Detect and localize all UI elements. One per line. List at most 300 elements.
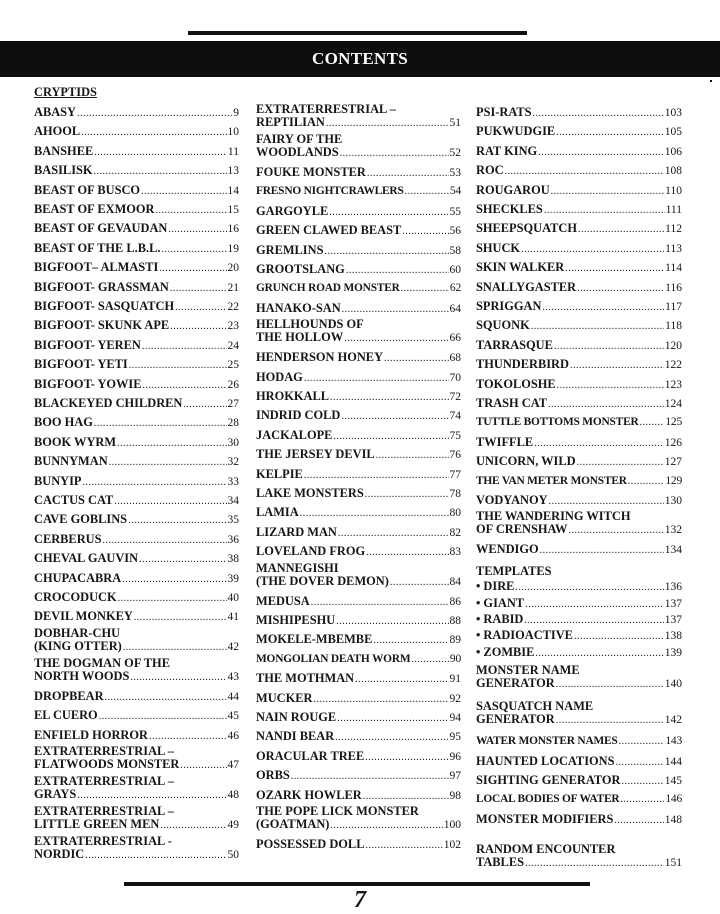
toc-entry — [256, 633, 461, 647]
toc-entry — [34, 203, 239, 217]
entry-page-number: 89 — [449, 634, 461, 647]
dot-leader — [411, 653, 448, 666]
dot-leader — [524, 614, 663, 627]
dot-leader — [338, 527, 449, 540]
dot-leader — [565, 262, 664, 275]
entry-page-number: 47 — [227, 759, 239, 771]
toc-entry — [34, 436, 239, 450]
entry-title: TWIFFLE — [476, 434, 534, 449]
toc-entry — [34, 552, 239, 566]
dot-leader — [128, 514, 226, 527]
dot-leader — [577, 282, 664, 295]
dot-leader — [549, 495, 664, 508]
entry-page-number: 20 — [227, 262, 239, 275]
toc-entry — [476, 339, 682, 353]
entry-page-number: 100 — [443, 819, 461, 831]
entry-page-number: 43 — [227, 670, 239, 683]
toc-entry — [34, 242, 239, 256]
dot-leader — [134, 611, 227, 624]
entry-page-number: 120 — [664, 339, 682, 352]
entry-page-number: 68 — [449, 352, 461, 365]
dot-leader — [326, 117, 449, 130]
entry-page-number: 117 — [665, 301, 682, 313]
dot-leader — [160, 819, 226, 832]
entry-title: GENERATOR — [476, 712, 555, 727]
entry-page-number: 53 — [449, 167, 461, 179]
dot-leader — [535, 647, 663, 660]
entry-title: VODYANOY — [476, 493, 548, 507]
entry-title: BUNNYMAN — [34, 454, 108, 469]
dot-leader — [161, 243, 226, 256]
dot-leader — [390, 576, 449, 589]
toc-entry — [476, 319, 682, 333]
entry-page-number: 51 — [449, 117, 461, 129]
entry-title: CAVE GOBLINS — [34, 512, 128, 527]
dot-leader — [578, 223, 664, 236]
toc-entry — [476, 843, 682, 870]
entry-page-number: 111 — [665, 204, 682, 216]
section-heading-cryptids: CRYPTIDS — [34, 85, 97, 99]
dot-leader — [329, 206, 448, 219]
entry-page-number: 52 — [449, 147, 461, 159]
toc-entry — [34, 657, 239, 684]
dot-leader — [525, 598, 664, 611]
entry-title: DEVIL MONKEY — [34, 609, 133, 624]
entry-title: MOKELE-MBEMBE — [256, 632, 373, 647]
toc-entry — [476, 145, 682, 159]
entry-page-number: 76 — [449, 449, 461, 462]
entry-page-number: 66 — [449, 332, 461, 345]
entry-page-number: 105 — [664, 126, 682, 139]
toc-entry — [34, 397, 239, 411]
entry-title: SHECKLES — [476, 202, 543, 216]
toc-entry — [476, 378, 682, 392]
subheading-label: TEMPLATES — [476, 563, 552, 578]
dot-leader — [109, 456, 227, 469]
dot-leader — [170, 282, 227, 295]
dot-leader — [330, 391, 449, 404]
dot-leader — [405, 185, 449, 198]
entry-title: BEAST OF EXMOOR — [34, 202, 155, 216]
dot-leader — [304, 469, 449, 482]
dot-leader — [159, 262, 226, 275]
entry-page-number: 90 — [449, 652, 461, 665]
toc-entry — [34, 358, 239, 372]
dot-leader — [99, 710, 227, 723]
entry-title: BIGFOOT– ALMASTI — [34, 260, 159, 275]
entry-title: BANSHEE — [34, 143, 94, 158]
entry-page-number: 27 — [227, 398, 239, 410]
entry-title: SPRIGGAN — [476, 299, 542, 313]
toc-entry — [476, 358, 682, 372]
entry-page-number: 96 — [449, 750, 461, 763]
toc-entry — [34, 125, 239, 139]
entry-page-number: 137 — [664, 597, 682, 610]
entry-title: THE JERSEY DEVIL — [256, 447, 375, 462]
toc-entry — [34, 378, 239, 392]
entry-page-number: 11 — [227, 145, 239, 158]
toc-entry — [34, 300, 239, 314]
entry-page-number: 148 — [664, 813, 682, 826]
entry-title: OF CRENSHAW — [476, 522, 568, 537]
toc-entry — [34, 835, 239, 862]
entry-page-number: 84 — [449, 575, 461, 588]
entry-page-number: 62 — [449, 282, 461, 295]
entry-title: SHEEPSQUATCH — [476, 221, 577, 236]
toc-entry — [256, 409, 461, 423]
entry-page-number: 80 — [449, 507, 461, 520]
entry-title-line: MONSTER NAME — [476, 663, 580, 678]
dot-leader — [336, 615, 448, 628]
entry-page-number: 56 — [449, 225, 461, 238]
entry-title: REPTILIAN — [256, 115, 325, 129]
entry-title: SQUONK — [476, 318, 530, 333]
toc-entry — [256, 448, 461, 462]
toc-entry — [256, 595, 461, 609]
entry-page-number: 10 — [227, 126, 239, 139]
dot-leader — [333, 430, 448, 443]
entry-title: WOODLANDS — [256, 145, 339, 159]
toc-entry — [34, 729, 239, 743]
dot-leader — [77, 789, 226, 802]
entry-page-number: 129 — [665, 474, 682, 487]
entry-title-line: DOBHAR-CHU — [34, 625, 121, 640]
entry-title: CROCODUCK — [34, 590, 117, 604]
entry-page-number: 118 — [665, 320, 682, 333]
entry-page-number: 64 — [449, 302, 461, 315]
toc-entry — [256, 750, 461, 764]
entry-page-number: 106 — [664, 145, 682, 158]
entry-title: SHUCK — [476, 240, 521, 255]
ink-speck — [6, 50, 10, 53]
entry-page-number: 137 — [664, 614, 682, 626]
dot-leader — [155, 204, 226, 217]
toc-entry — [34, 775, 239, 802]
toc-entry — [256, 562, 461, 589]
toc-entry — [476, 125, 682, 139]
toc-entry — [34, 494, 239, 508]
entry-title: BEAST OF GEVAUDAN — [34, 221, 168, 236]
dot-leader — [525, 857, 664, 870]
entry-title: HANAKO-SAN — [256, 300, 341, 315]
toc-entry — [34, 281, 239, 295]
ink-speck — [710, 80, 712, 82]
entry-title: PSI-RATS — [476, 105, 532, 119]
entry-title-line: THE DOGMAN OF THE — [34, 655, 170, 670]
dot-leader — [335, 731, 448, 744]
dot-leader — [143, 379, 227, 392]
dot-leader — [363, 790, 449, 803]
dot-leader — [384, 352, 448, 365]
dot-leader — [616, 756, 664, 769]
entry-title: ORBS — [256, 768, 290, 783]
entry-title: CERBERUS — [34, 531, 102, 546]
dot-leader — [123, 641, 227, 654]
toc-entry — [34, 745, 239, 772]
toc-entry — [476, 261, 682, 275]
entry-page-number: 30 — [227, 436, 239, 449]
toc-entry — [256, 805, 461, 832]
dot-leader — [402, 225, 448, 238]
dot-leader — [540, 544, 664, 557]
entry-page-number: 138 — [664, 630, 682, 643]
dot-leader — [365, 839, 442, 852]
dot-leader — [291, 770, 449, 783]
toc-entry — [476, 580, 682, 594]
entry-title: SKIN WALKER — [476, 260, 565, 275]
dot-leader — [551, 185, 665, 198]
toc-entry — [476, 735, 682, 748]
entry-page-number: 16 — [227, 223, 239, 236]
entry-page-number: 50 — [227, 849, 239, 861]
entry-title: BLACKEYED CHILDREN — [34, 396, 183, 410]
entry-page-number: 28 — [227, 417, 239, 430]
dot-leader — [548, 398, 664, 411]
dot-leader — [531, 320, 664, 333]
toc-entry — [476, 510, 682, 537]
entry-title-line: FAIRY OF THE — [256, 132, 343, 146]
entry-title: HODAG — [256, 369, 303, 384]
entry-title-line: EXTRATERRESTRIAL – — [34, 744, 174, 758]
entry-title: GENERATOR — [476, 676, 555, 691]
entry-page-number: 123 — [664, 378, 682, 391]
toc-entry — [476, 436, 682, 450]
entry-page-number: 23 — [227, 320, 239, 333]
toc-entry — [34, 106, 239, 120]
dot-leader — [554, 340, 664, 353]
dot-leader — [330, 819, 442, 832]
entry-title: • RADIOACTIVE — [476, 628, 573, 643]
entry-title-line: EXTRATERRESTRIAL – — [256, 102, 396, 116]
entry-title: THUNDERBIRD — [476, 357, 569, 372]
entry-title: ROUGAROU — [476, 182, 550, 197]
toc-entry — [34, 690, 239, 704]
entry-page-number: 146 — [665, 793, 682, 806]
entry-title: HAUNTED LOCATIONS — [476, 753, 615, 768]
dot-leader — [139, 553, 226, 566]
dot-leader — [570, 359, 664, 372]
toc-entry — [34, 164, 239, 178]
toc-entry — [256, 224, 461, 238]
entry-title: NAIN ROUGE — [256, 710, 337, 724]
dot-leader — [621, 775, 663, 788]
entry-page-number: 78 — [449, 488, 461, 500]
entry-title-line: THE POPE LICK MONSTER — [256, 804, 419, 818]
toc-entry — [256, 390, 461, 404]
ink-speck — [690, 66, 693, 69]
toc-entry — [256, 545, 461, 559]
dot-leader — [628, 475, 665, 488]
entry-page-number: 112 — [665, 223, 682, 236]
toc-entry — [476, 597, 682, 611]
toc-entry — [476, 300, 682, 314]
entry-title: AHOOL — [34, 124, 81, 139]
entry-title: BIGFOOT- YETI — [34, 357, 128, 372]
toc-entry — [256, 526, 461, 540]
entry-title: KELPIE — [256, 466, 303, 481]
entry-page-number: 36 — [227, 533, 239, 546]
entry-title: LOVELAND FROG — [256, 544, 366, 559]
toc-entry — [34, 533, 239, 547]
dot-leader — [557, 379, 664, 392]
toc-entry — [34, 805, 239, 832]
toc-entry — [256, 838, 461, 852]
toc-entry — [256, 769, 461, 783]
toc-entry — [476, 203, 682, 217]
dot-leader — [94, 417, 227, 430]
entry-page-number: 38 — [227, 553, 239, 566]
entry-title: POSSESSED DOLL — [256, 837, 365, 851]
toc-entry — [34, 591, 239, 605]
dot-leader — [574, 630, 664, 643]
entry-page-number: 151 — [664, 857, 682, 870]
toc-entry — [34, 709, 239, 723]
dot-leader — [515, 581, 663, 594]
entry-page-number: 39 — [227, 572, 239, 585]
entry-page-number: 139 — [664, 646, 682, 659]
page-number: 7 — [354, 887, 366, 913]
toc-entry — [476, 397, 682, 411]
toc-entry — [476, 222, 682, 236]
entry-page-number: 40 — [227, 592, 239, 604]
toc-entry — [476, 242, 682, 256]
entry-page-number: 42 — [227, 640, 239, 653]
entry-title: ENFIELD HORROR — [34, 727, 148, 742]
toc-entry — [476, 664, 682, 691]
dot-leader — [346, 264, 449, 277]
toc-entry — [476, 184, 682, 198]
entry-page-number: 136 — [664, 581, 682, 594]
entry-title: LITTLE GREEN MEN — [34, 817, 160, 831]
entry-title-line: RANDOM ENCOUNTER — [476, 842, 616, 857]
entry-title: BIGFOOT- SASQUATCH — [34, 299, 175, 313]
entry-title: • RABID — [476, 612, 524, 626]
toc-entry — [476, 774, 682, 788]
entry-page-number: 14 — [227, 184, 239, 197]
entry-title: RAT KING — [476, 143, 538, 158]
entry-title: MISHIPESHU — [256, 613, 336, 627]
toc-entry — [256, 487, 461, 501]
entry-title: HENDERSON HONEY — [256, 350, 384, 365]
dot-leader — [183, 398, 226, 411]
dot-leader — [340, 147, 449, 160]
entry-title: THE MOTHMAN — [256, 671, 355, 686]
entry-title-line: EXTRATERRESTRIAL – — [34, 804, 174, 818]
toc-entry — [476, 700, 682, 727]
toc-entry — [256, 711, 461, 725]
toc-entry — [256, 730, 461, 744]
dot-leader — [83, 476, 227, 489]
toc-entry — [476, 755, 682, 769]
toc-entry — [256, 653, 461, 666]
dot-leader — [105, 691, 227, 704]
dot-leader — [538, 146, 664, 159]
entry-title: TOKOLOSHE — [476, 376, 556, 391]
entry-title: GREEN CLAWED BEAST — [256, 223, 402, 238]
entry-title: THE VAN METER MONSTER — [476, 474, 627, 487]
toc-entry — [256, 429, 461, 443]
toc-entry — [256, 351, 461, 365]
entry-title: NORDIC — [34, 847, 85, 861]
toc-entry — [476, 629, 682, 643]
toc-entry — [256, 672, 461, 686]
dot-leader — [342, 303, 449, 316]
entry-page-number: 110 — [665, 184, 682, 197]
dot-leader — [533, 107, 664, 120]
entry-page-number: 58 — [449, 244, 461, 257]
toc-entry — [476, 646, 682, 660]
entry-page-number: 98 — [449, 789, 461, 802]
entry-title: TABLES — [476, 855, 524, 870]
toc-entry — [256, 185, 461, 198]
entry-title: ABASY — [34, 105, 76, 119]
entry-page-number: 41 — [227, 611, 239, 624]
entry-title: BASILISK — [34, 163, 93, 178]
entry-title: MEDUSA — [256, 593, 310, 608]
entry-title: BIGFOOT- GRASSMAN — [34, 279, 169, 294]
entry-page-number: 72 — [449, 391, 461, 403]
toc-entry — [34, 455, 239, 469]
entry-page-number: 97 — [449, 770, 461, 783]
dot-leader — [114, 495, 226, 508]
dot-leader — [373, 634, 448, 647]
toc-entry — [476, 543, 682, 557]
entry-page-number: 45 — [227, 710, 239, 723]
toc-entry — [256, 133, 461, 160]
toc-entry — [476, 813, 682, 827]
entry-title: THE HOLLOW — [256, 330, 344, 345]
entry-title-line: EXTRATERRESTRIAL - — [34, 834, 172, 848]
entry-title: MONGOLIAN DEATH WORM — [256, 652, 411, 665]
dot-leader — [367, 167, 449, 180]
toc-entry — [476, 164, 682, 178]
entry-page-number: 13 — [227, 165, 239, 178]
entry-page-number: 35 — [227, 514, 239, 527]
dot-leader — [619, 735, 665, 748]
dot-leader — [142, 340, 227, 353]
entry-page-number: 86 — [449, 595, 461, 608]
entry-page-number: 46 — [227, 729, 239, 742]
entry-page-number: 126 — [664, 436, 682, 449]
dot-leader — [170, 320, 226, 333]
entry-title: CHUPACABRA — [34, 570, 122, 585]
entry-title: BEAST OF THE L.B.L. — [34, 240, 161, 255]
entry-title: ORACULAR TREE — [256, 748, 365, 763]
dot-leader — [544, 204, 665, 217]
entry-title: PUKWUDGIE — [476, 124, 556, 139]
dot-leader — [300, 507, 449, 520]
entry-title: MUCKER — [256, 690, 313, 705]
entry-title: GRAYS — [34, 787, 77, 801]
toc-entry — [34, 222, 239, 236]
entry-page-number: 25 — [227, 359, 239, 372]
entry-title: UNICORN, WILD — [476, 454, 576, 469]
dot-leader — [521, 243, 664, 256]
entry-title: BOO HAG — [34, 415, 93, 430]
entry-title: LIZARD MAN — [256, 524, 337, 539]
dot-leader — [614, 814, 663, 827]
entry-title: • GIANT — [476, 595, 525, 610]
entry-title: NORTH WOODS — [34, 668, 130, 683]
entry-title: (KING OTTER) — [34, 638, 122, 653]
entry-title: JACKALOPE — [256, 427, 333, 442]
entry-title: (GOATMAN) — [256, 817, 330, 831]
dot-leader — [505, 165, 664, 178]
entry-page-number: 103 — [664, 107, 682, 119]
entry-page-number: 77 — [449, 468, 461, 481]
entry-page-number: 24 — [227, 339, 239, 352]
dot-leader — [620, 793, 664, 806]
